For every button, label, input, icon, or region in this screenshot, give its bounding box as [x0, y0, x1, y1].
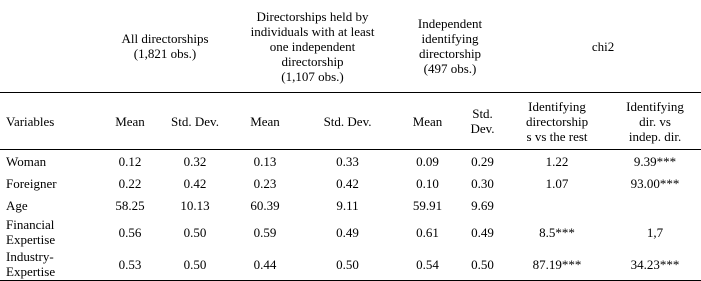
header-mean-indep-held: Mean	[230, 93, 300, 150]
table-cell: 0.42	[183, 175, 207, 191]
table-row	[0, 150, 701, 173]
row-label: Financial Expertise	[6, 217, 56, 247]
header-chi2-identifying-vs-indep: Identifying dir. vs indep. dir.	[609, 93, 701, 150]
column-header-row	[0, 93, 701, 150]
table-cell: 0.53	[100, 248, 160, 281]
table-cell: 1.07	[545, 175, 569, 191]
table-cell: 60.39	[250, 197, 280, 213]
header-sd-indep-held: Std. Dev.	[300, 93, 395, 150]
header-variables: Variables	[0, 93, 100, 150]
table-cell: 59.91	[412, 197, 443, 213]
table-cell	[505, 194, 609, 216]
table-cell: 0.29	[471, 153, 494, 169]
table-cell: 87.19***	[505, 248, 609, 281]
table-cell: 8.5***	[539, 224, 575, 240]
table-cell: 0.10	[416, 175, 439, 191]
header-mean-indep-ident: Mean	[395, 93, 460, 150]
table-cell: 93.00***	[630, 175, 680, 191]
row-label: Age	[6, 197, 28, 213]
table-cell: 0.22	[118, 175, 142, 191]
table-cell: 0.56	[118, 224, 142, 240]
table-cell: 0.12	[118, 153, 142, 169]
table-cell: 0.44	[230, 248, 300, 281]
group-header-row	[0, 0, 701, 93]
table-cell: 0.23	[253, 175, 277, 191]
table-cell: 34.23***	[609, 248, 701, 281]
table-cell: 0.09	[416, 153, 439, 169]
header-sd-all: Std. Dev.	[160, 93, 230, 150]
header-chi2-identifying-vs-rest: Identifying directorship s vs the rest	[505, 93, 609, 150]
table-cell: 0.61	[416, 224, 439, 240]
table-cell: 9.69	[471, 197, 494, 213]
table-cell: 0.42	[336, 175, 359, 191]
row-label: Industry- Expertise	[0, 248, 100, 281]
table-row	[0, 194, 701, 216]
table-cell: 0.49	[336, 224, 359, 240]
header-mean-all: Mean	[100, 93, 160, 150]
table-cell	[609, 194, 701, 216]
group-header-independent-held: Directorships held by individuals with at least one independent directorship (1,107 obs.)	[250, 8, 375, 84]
table-cell: 0.50	[160, 248, 230, 281]
table-cell: 58.25	[115, 197, 145, 213]
table-cell: 0.49	[471, 224, 494, 240]
table-cell: 0.54	[395, 248, 460, 281]
table-row	[0, 216, 701, 248]
table-cell: 0.13	[253, 153, 277, 169]
table-cell: 1.22	[545, 153, 569, 169]
table-cell: 9.11	[336, 197, 359, 213]
table-cell: 1,7	[646, 224, 664, 240]
table-cell: 0.32	[183, 153, 207, 169]
table-cell: 0.50	[460, 248, 505, 281]
table-cell: 9.39***	[633, 153, 677, 169]
row-label: Foreigner	[6, 175, 57, 191]
table-cell: 0.50	[300, 248, 395, 281]
table-row	[0, 248, 701, 281]
group-header-all-directorships: All directorships (1,821 obs.)	[121, 31, 209, 61]
table-row	[0, 172, 701, 194]
table-cell: 0.30	[471, 175, 494, 191]
header-sd-indep-ident: Std. Dev.	[460, 93, 505, 150]
table-cell: 10.13	[180, 197, 210, 213]
group-header-independent-identifying: Independent identifying directorship (497 obs.)	[417, 16, 483, 76]
table-cell: 0.33	[336, 153, 359, 169]
group-header-chi2: chi2	[591, 38, 615, 54]
empty-corner-cell	[0, 0, 100, 93]
row-label: Woman	[6, 153, 47, 169]
table-cell: 0.59	[253, 224, 277, 240]
table-cell: 0.50	[183, 224, 207, 240]
